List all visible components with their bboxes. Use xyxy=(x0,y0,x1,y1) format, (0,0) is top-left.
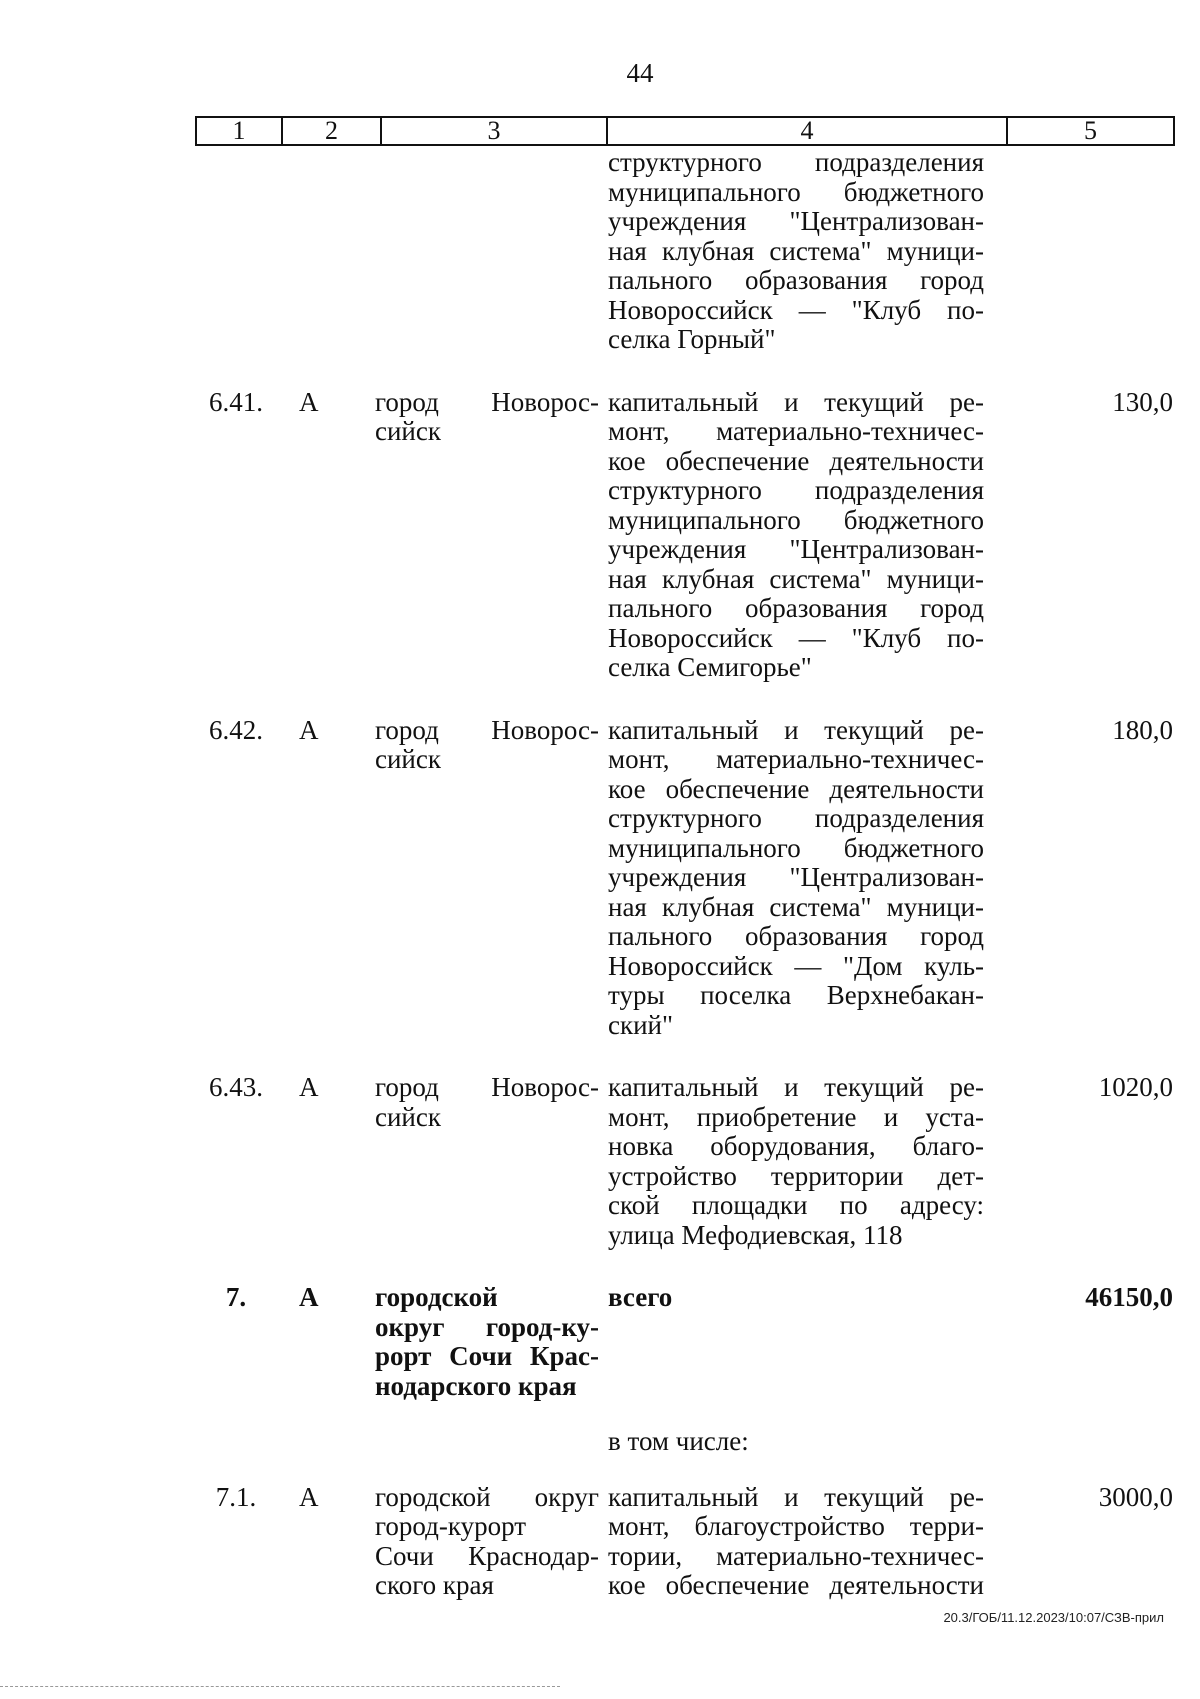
municipality-line: нодарского края xyxy=(375,1370,577,1401)
description-line: учреждения "Централизован- xyxy=(608,862,984,892)
row-municipality xyxy=(374,1483,599,1601)
scan-edge-line xyxy=(0,1686,560,1687)
row-municipality xyxy=(374,1073,599,1250)
row-number xyxy=(195,148,271,355)
description-line: муниципального бюджетного xyxy=(608,504,984,535)
row-amount: 180,0 xyxy=(1112,714,1173,745)
municipality-line: сийск xyxy=(375,744,441,774)
description-line: ский" xyxy=(608,1009,674,1040)
header-col-5: 5 xyxy=(1084,116,1097,145)
description-line: ской площадки по адресу: xyxy=(608,1190,984,1220)
description-line: капитальный и текущий ре- xyxy=(608,714,984,745)
row-description xyxy=(599,148,984,355)
header-col-4: 4 xyxy=(608,118,1008,144)
header-col-1: 1 xyxy=(197,118,283,144)
row-category: А xyxy=(299,714,319,745)
row-number: 6.41. xyxy=(209,386,263,417)
table-body xyxy=(195,148,1175,1601)
description-line: новка оборудования, благо- xyxy=(608,1131,984,1161)
table-header xyxy=(195,116,1175,146)
row-category: А xyxy=(299,1072,319,1102)
row-municipality xyxy=(374,1283,599,1401)
row-description xyxy=(599,388,984,683)
page-number: 44 xyxy=(626,58,654,88)
municipality-line: городской округ xyxy=(375,1481,599,1512)
row-description xyxy=(599,1073,984,1250)
description-line: селка Горный" xyxy=(608,324,776,354)
table-row-total xyxy=(195,1283,1175,1401)
description-line: муниципального бюджетного xyxy=(608,176,984,207)
municipality-line: Сочи Краснодар- xyxy=(375,1540,599,1571)
municipality-line: город-курорт xyxy=(375,1511,527,1541)
description-line: учреждения "Централизован- xyxy=(608,206,984,236)
description-line: Новороссийск — "Дом куль- xyxy=(608,950,984,981)
description-line: туры поселка Верхнебакан- xyxy=(608,980,984,1010)
municipality-line: город Новорос- xyxy=(375,714,599,745)
table-row xyxy=(195,716,1175,1041)
description-line: тории, материально-техничес- xyxy=(608,1540,984,1571)
row-municipality xyxy=(374,388,599,683)
municipality-line: ского края xyxy=(375,1570,494,1600)
description-line: Новороссийск — "Клуб по- xyxy=(608,622,984,653)
table-row xyxy=(195,1483,1175,1601)
row-description xyxy=(599,1283,984,1401)
row-category: А xyxy=(299,1282,319,1312)
municipality-line: городской xyxy=(375,1282,498,1312)
subheading: в том числе: xyxy=(608,1426,749,1456)
row-description xyxy=(599,1483,984,1601)
description-line: ная клубная система" муници- xyxy=(608,235,984,266)
description-line: структурного подразделения xyxy=(608,803,984,833)
row-category: А xyxy=(299,1481,319,1512)
description-line: монт, материально-техничес- xyxy=(608,744,984,774)
description-line: селка Семигорье" xyxy=(608,652,812,682)
description-line: всего xyxy=(608,1282,673,1312)
row-amount: 1020,0 xyxy=(1098,1072,1173,1102)
table-row xyxy=(195,1073,1175,1250)
row-number: 7.1. xyxy=(215,1481,257,1512)
description-line: кое обеспечение деятельности xyxy=(608,773,984,804)
row-description xyxy=(599,716,984,1041)
row-municipality xyxy=(374,148,599,355)
row-category: А xyxy=(299,386,319,417)
row-number: 6.42. xyxy=(209,714,263,745)
row-number: 6.43. xyxy=(209,1072,263,1102)
municipality-line: сийск xyxy=(375,1101,441,1132)
description-line: пального образования город xyxy=(608,921,984,951)
row-municipality xyxy=(374,716,599,1041)
row-amount xyxy=(984,148,1175,355)
municipality-line: город Новорос- xyxy=(375,386,599,417)
description-line: капитальный и текущий ре- xyxy=(608,386,984,417)
description-line: ная клубная система" муници- xyxy=(608,891,984,922)
description-line: Новороссийск — "Клуб по- xyxy=(608,294,984,325)
description-line: структурного подразделения xyxy=(608,475,984,505)
municipality-line: город Новорос- xyxy=(375,1072,599,1102)
description-line: монт, благоустройство терри- xyxy=(608,1511,984,1541)
table-row xyxy=(195,388,1175,683)
description-line: устройство территории дет- xyxy=(608,1160,984,1191)
table-row-continuation xyxy=(195,148,1175,355)
description-line: ная клубная система" муници- xyxy=(608,563,984,594)
municipality-line: округ город-ку- xyxy=(375,1311,599,1342)
row-amount: 46150,0 xyxy=(1085,1282,1173,1312)
description-line: монт, материально-техничес- xyxy=(608,416,984,446)
description-line: кое обеспечение деятельности xyxy=(608,445,984,476)
row-category xyxy=(271,148,374,355)
description-line: капитальный и текущий ре- xyxy=(608,1481,984,1512)
description-line: пального образования город xyxy=(608,593,984,623)
header-col-2: 2 xyxy=(283,118,382,144)
table-subheading-row xyxy=(195,1427,1175,1457)
description-line: капитальный и текущий ре- xyxy=(608,1072,984,1102)
description-line: муниципального бюджетного xyxy=(608,832,984,863)
description-line: учреждения "Централизован- xyxy=(608,534,984,564)
row-number: 7. xyxy=(225,1282,247,1312)
municipality-line: рорт Сочи Крас- xyxy=(375,1341,599,1371)
document-code: 20.3/ГОБ/11.12.2023/10:07/СЗВ-прил xyxy=(943,1610,1164,1625)
row-amount: 130,0 xyxy=(1112,386,1173,417)
header-col-3: 3 xyxy=(382,118,608,144)
description-line: структурного подразделения xyxy=(608,147,984,177)
description-line: улица Мефодиевская, 118 xyxy=(608,1219,903,1250)
municipality-line: сийск xyxy=(375,416,441,446)
description-line: кое обеспечение деятельности xyxy=(608,1570,984,1600)
row-amount: 3000,0 xyxy=(1098,1481,1173,1512)
description-line: пального образования город xyxy=(608,265,984,295)
description-line: монт, приобретение и уста- xyxy=(608,1101,984,1132)
